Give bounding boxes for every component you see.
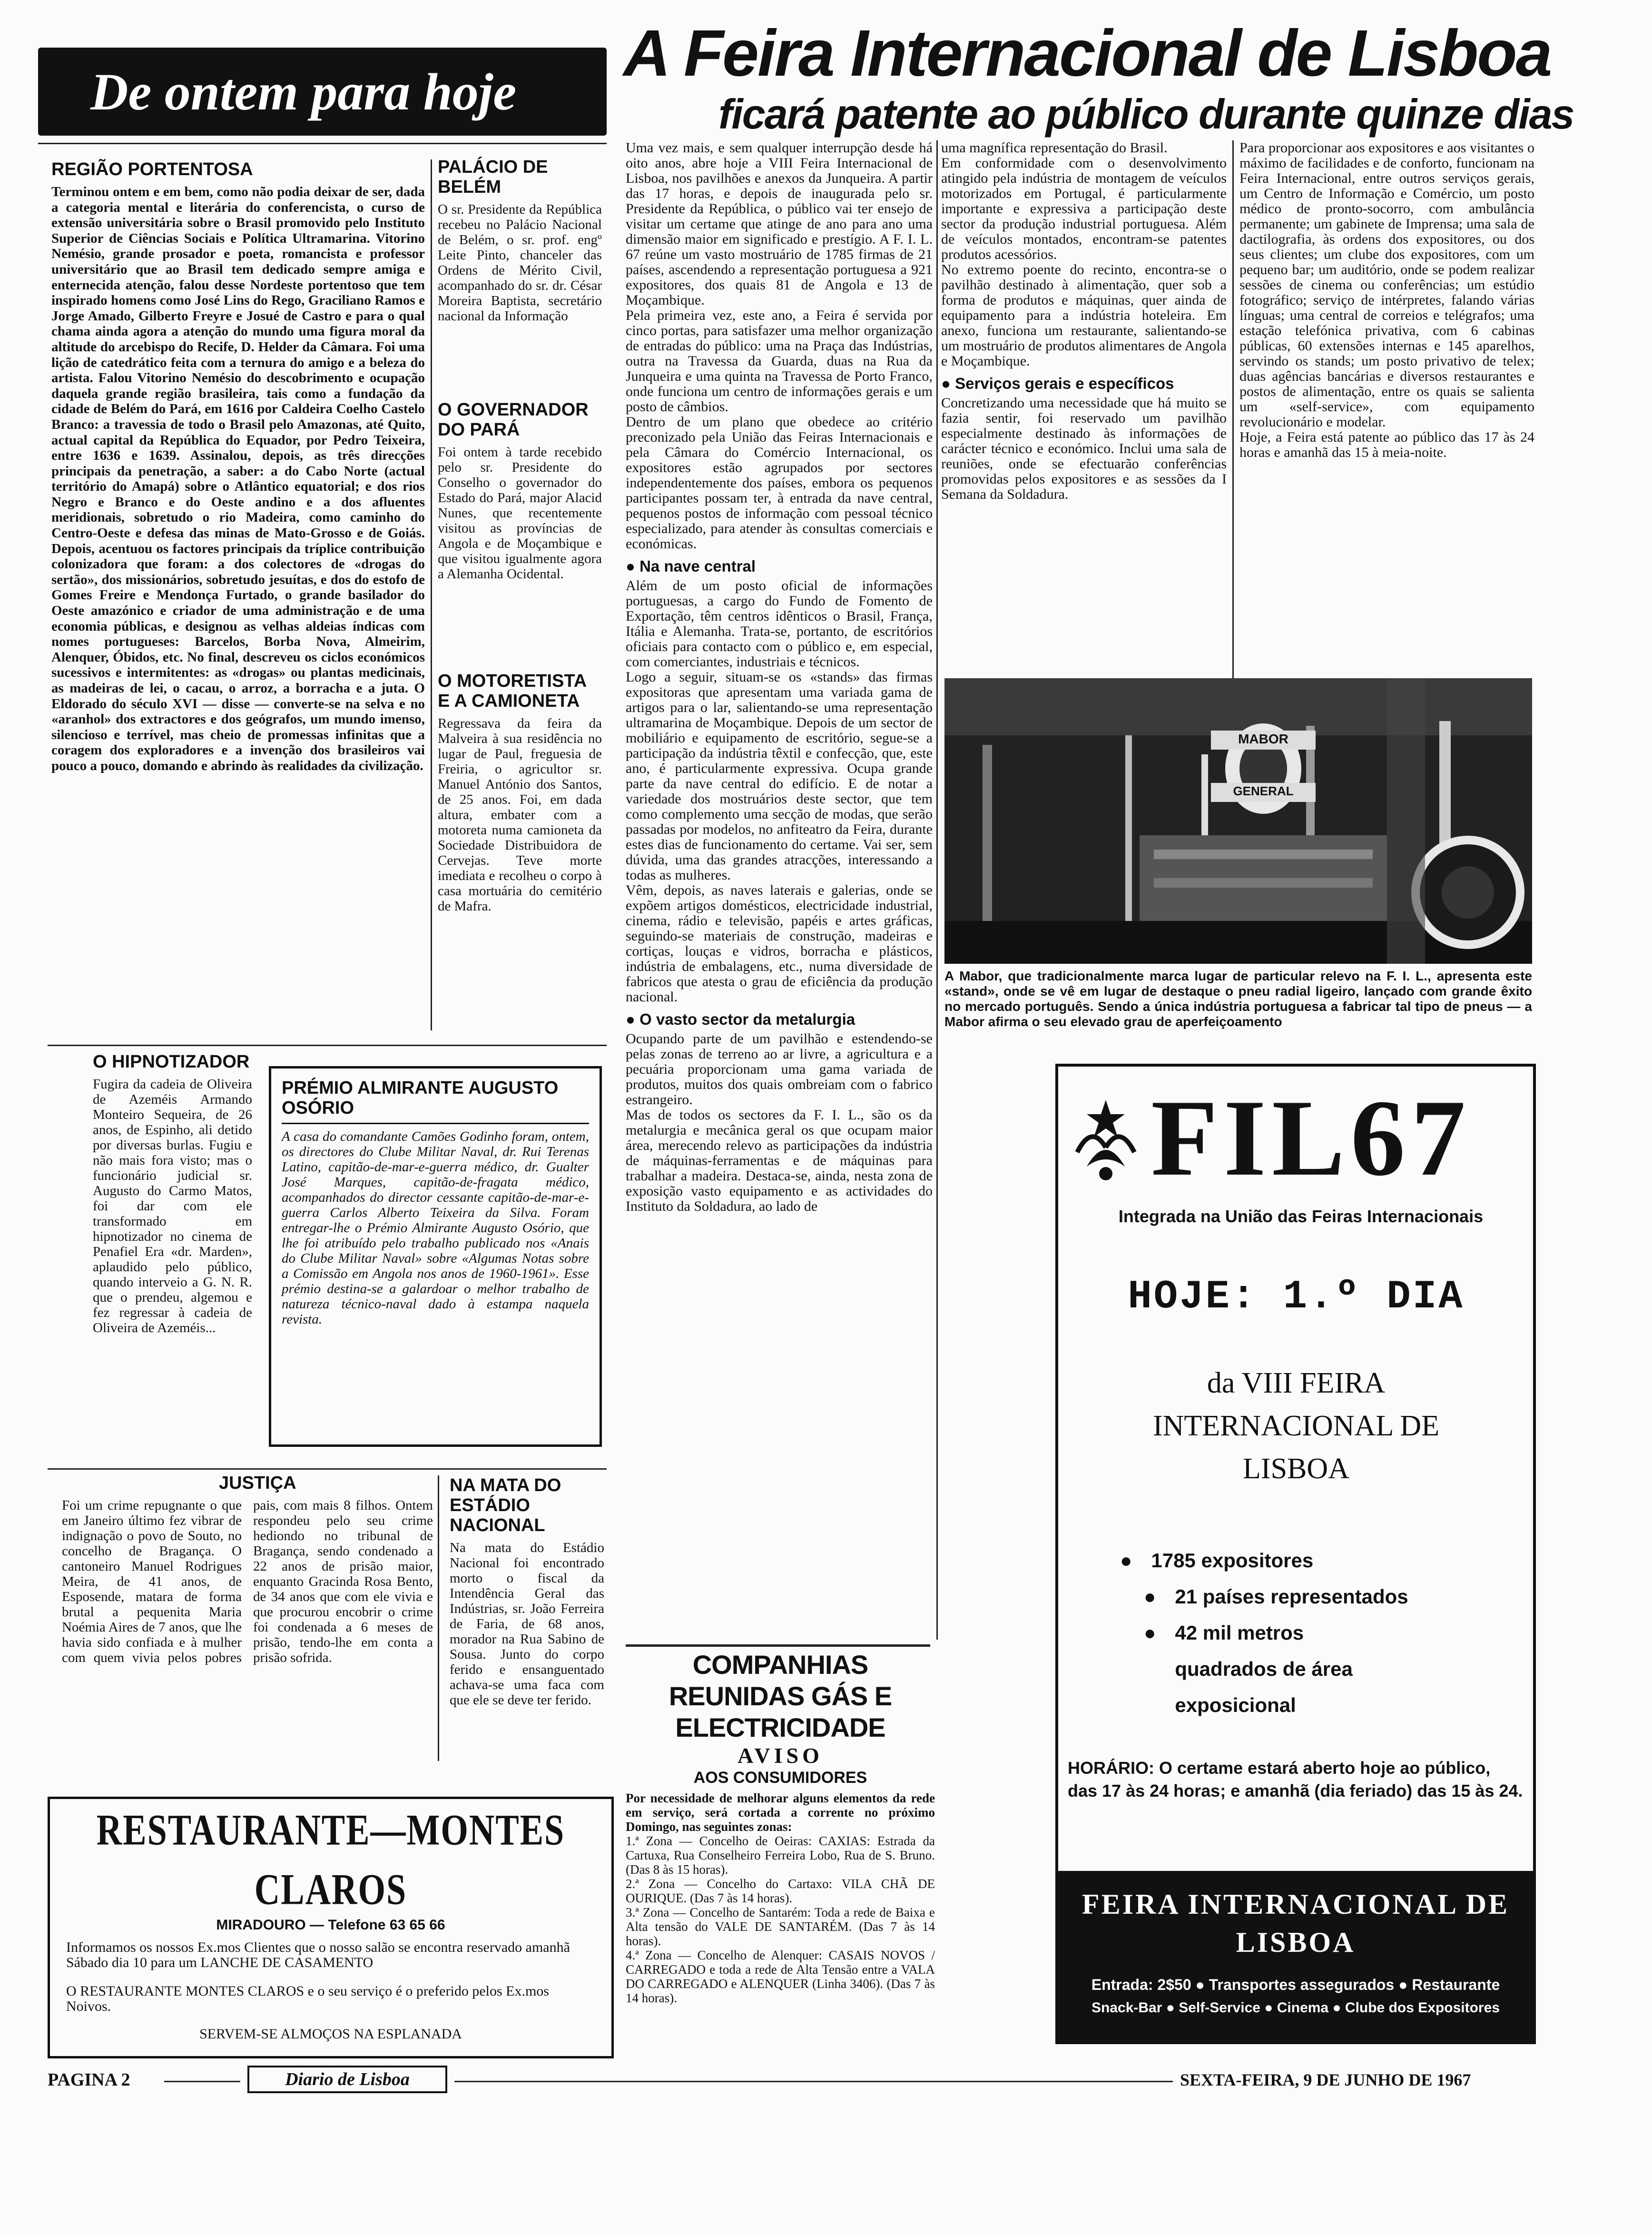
section-rule bbox=[48, 1468, 607, 1470]
restaurante-text2: O RESTAURANTE MONTES CLAROS e o seu serviço é o preferido pelos Ex.mos Noivos. bbox=[66, 1983, 549, 2014]
footer-rule bbox=[164, 2081, 240, 2082]
photo-caption: A Mabor, que tradicionalmente marca lugar de particular relevo na F. I. L., apresenta este «stand», onde se vê em lugar de destaque o pneu radial ligeiro, lançado com grande êxito no mercado português. Sendo a única indústria portuguesa a fabricar tal tipo de pneus — a Mabor afirma o seu elevado grau de aperfeiçoamento bbox=[944, 969, 1532, 1029]
companhias-aviso: AVISO bbox=[738, 1743, 823, 1768]
column-banner-title: De ontem para hoje bbox=[90, 66, 607, 118]
footer-masthead: Diario de Lisboa bbox=[247, 2066, 447, 2093]
fil-bullet: ● 21 países representados bbox=[1120, 1579, 1491, 1615]
companhias-zones: 1.ª Zona — Concelho de Oeiras: CAXIAS: Estrada da Cartuxa, Rua Conselheiro Ferreira Lobo, Rua de S. Bruno. (Das 8 às 15 horas). 2.ª Zona — Concelho do Cartaxo: VILA CHÃ DE OURIQUE. (Das 7 às 14 horas). 3.ª Zona — Concelho de Santarém: Toda a rede de Baixa e Alta tensão do VALE DE SANTARÉM. (Das 7 às 14 horas). 4.ª Zona — Concelho de Alenquer: CASAIS NOVOS / CARREGADO e toda a rede de Alta Tensão entre a VALA DO CARREGADO e ALENQUER (Linha 3406). (Das 7 às 14 horas). bbox=[626, 1834, 935, 2005]
feira-title: A Feira Internacional de Lisboa bbox=[623, 17, 1551, 90]
feira-col2b-text: Concretizando uma necessidade que há muito se fazia sentir, foi reservado um pavilhão especialmente destinado às informações de carácter técnico e económico. Inclui uma sala de reuniões, onde se efectuarão conferências promovidas pelos expositores e as sessões da I Semana da Soldadura. bbox=[941, 395, 1227, 502]
motoretista-title: O MOTORETISTA E A CAMIONETA bbox=[438, 671, 586, 711]
restaurante-address: MIRADOURO — Telefone 63 65 66 bbox=[216, 1917, 445, 1933]
feira-col1b-text: Além de um posto oficial de informações portuguesas, a cargo do Fundo de Fomento de Exportação, têm centros idênticos o Brasil, França, Itália e Alemanha. Trata-se, portanto, de escritórios oficiais para contacto com o público e, em especial, com comerciantes, industriais e técnicos. Logo a seguir, situam-se os «stands» das firmas expositoras que apresentam uma variada gama de artigos para o lar, salientando-se uma representação ultramarina de Moçambique. Depois de um sector de mobiliário e equipamento de escritório, segue-se a participação da indústria têxtil e confecção, que, este ano, é particularmente expressiva. Ocupa grande parte da nave central do edifício. E de notar a variedade dos mostruários deste sector, que tem como complemento uma secção de modas, que serão passadas por modelos, no anfiteatro da Feira, durante estes dias de funcionamento do certame. Vai ser, sem dúvida, uma das grandes atracções, interessando a todas as mulheres. Vêm, depois, as naves laterais e galerias, onde se expõem artigos domésticos, electricidade industrial, cinema, rádio e televisão, papéis e artes gráficas, seguindo-se materiais de construção, madeiras e cortiças, louças e vidros, borracha e plásticos, indústria de embalagens, etc., numa diversidade de fabricos que atesta o grau de eficiência da produção nacional. bbox=[626, 578, 933, 1005]
restaurante-ad bbox=[48, 1797, 614, 2058]
column-rule bbox=[431, 159, 432, 1030]
premio-title: PRÉMIO ALMIRANTE AUGUSTO OSÓRIO bbox=[282, 1078, 589, 1124]
fil-logo-emblem bbox=[1068, 1095, 1144, 1186]
motoretista-text: Regressava da feira da Malveira à sua residência no lugar de Paul, freguesia de Freiria, o agricultor sr. Manuel António dos Santos, de 25 anos. Foi, em dada altura, embater com a motoreta numa camioneta da Sociedade Distribuidora de Cervejas. Teve morte imediata e recolheu o corpo à casa mortuária do cemitério de Mafra. bbox=[438, 716, 602, 914]
regiao-title: REGIÃO PORTENTOSA bbox=[51, 159, 253, 179]
fil-logo: FIL67 bbox=[1151, 1077, 1472, 1198]
feira-col2 bbox=[941, 140, 1227, 678]
companhias-aviso-sub: AOS CONSUMIDORES bbox=[693, 1769, 867, 1787]
fil-footer-title: FEIRA INTERNACIONAL DE LISBOA bbox=[1082, 1889, 1510, 1958]
premio-box bbox=[269, 1066, 602, 1447]
mata-title: NA MATA DO ESTÁDIO NACIONAL bbox=[450, 1475, 561, 1535]
palacio-article bbox=[438, 157, 602, 400]
feira-col2-text: uma magnífica representação do Brasil. Em conformidade com o desenvolvimento atingido pela indústria de montagem de veículos motorizados em Portugal, é particularmente importante e expressiva a participação deste sector da produção industrial portuguesa. Além de veículos montados, encontram-se patentes produtos acessórios. No extremo poente do recinto, encontra-se o pavilhão destinado à alimentação, quer sob a forma de produtos e máquinas, quer ainda de equipamento para a indústria hoteleira. Em anexo, funciona um restaurante, salientando-se um mostruário de produtos alimentares de Angola e Moçambique. bbox=[941, 140, 1227, 369]
fil-bullets bbox=[1120, 1543, 1491, 1716]
palacio-title: PALÁCIO DE BELÉM bbox=[438, 157, 548, 197]
footer-rule bbox=[454, 2081, 1173, 2082]
fil-bullet-text: 1785 expositores bbox=[1151, 1549, 1314, 1572]
fil-footer-line1: Entrada: 2$50 ● Transportes assegurados ● Restaurante bbox=[1091, 1976, 1500, 1993]
restaurante-title: RESTAURANTE—MONTES CLAROS bbox=[96, 1806, 565, 1914]
footer-page: PAGINA 2 bbox=[48, 2070, 130, 2090]
feira-subtitle: ficará patente ao público durante quinze dias bbox=[718, 90, 1574, 138]
mabor-stand-photo bbox=[944, 678, 1532, 964]
mata-text: Na mata do Estádio Nacional foi encontrado morto o fiscal da Intendência Geral das Indústrias, sr. João Ferreira de Faria, de 68 anos, morador na Rua Sabino de Sousa. Junto do corpo ferido e ensanguentado achava-se uma faca com que ele se deve ter ferido. bbox=[450, 1540, 604, 1708]
feira-col1-text: Uma vez mais, e sem qualquer interrupção desde há oito anos, abre hoje a VIII Feira Internacional de Lisboa, nos pavilhões e anexos da Junqueira. A partir das 17 horas, e depois de inaugurada pelo sr. Presidente da República, o público vai ter ensejo de visitar um certame que atinge de ano para ano uma dimensão maior em significado e prestígio. A F. I. L. 67 reúne um vasto mostruário de 1785 firmas de 21 países, ascendendo a representação portuguesa a 921 expositores, dos quais 81 de Angola e 13 de Moçambique. Pela primeira vez, este ano, a Feira é servida por cinco portas, para satisfazer uma melhor organização de entradas do público: uma na Praça das Indústrias, outra na Travessa da Guarda, duas na Rua da Junqueira e uma quinta na Travessa de Porto Franco, onde funciona um centro de informações gerais e um posto de câmbios. Dentro de um plano que obedece ao critério preconizado pela União das Feiras Internacionais e pela Câmara do Comércio Internacional, os expositores estão agrupados por sectores independentemente dos países, embora os pequenos participantes possam ter, à entrada da nave central, pequenos postos de informação com pessoal técnico especializado, para atender às consultas comerciais e económicas. bbox=[626, 140, 933, 552]
regiao-text: Terminou ontem e em bem, como não podia deixar de ser, dada a categoria mental e literária do conferencista, o curso de extensão universitária sobre o Brasil promovido pelo Instituto Superior de Ciências Sociais e Política Ultramarina. Vitorino Nemésio, grande prosador e poeta, romancista e professor universitário que ao Brasil tem dedicado sempre amiga e enternecida atenção, falou desse Nordeste portentoso que tem inspirado homens como José Lins do Rego, Graciliano Ramos e Jorge Amado, Gilberto Freyre e Josué de Castro e para o qual chama ainda agora a atenção do mundo uma figura moral da altitude do arcebispo do Recife, D. Helder da Câmara. Foi uma lição de catedrático feita com a ternura do amigo e a beleza do artista. Falou Vitorino Nemésio do descobrimento e ocupação daquela grande região brasileira, tais como a fundação da cidade de Belém do Pará, em 1616 por Caldeira Coelho Castelo Branco: a travessia de todo o Brasil pelo Amazonas, até Quito, actual capital da República do Equador, por Pedro Teixeira, entre 1636 e 1639. Assinalou, depois, as três direcções principais da penetração, a saber: a do Cabo Norte (actual território do Amapá) sobre o Atlântico equatorial; e dos rios Negro e Branco e do Oeste andino e a dos afluentes meridionais, sobretudo o rio Madeira, como caminho do Centro-Oeste e defesa das minas de Mato-Grosso e de Goiás. Depois, acentuou os factores principais da tríplice contribuição colonizadora que foram: a dos colectores de «drogas do sertão», dos missionários, sobretudo jesuítas, e dos do estofo de Gomes Freire e Mendonça Furtado, o grande basilador do Oeste amazónico e criador de uma administração e de uma economia públicas, e designou as velhas aldeias índicas com nomes portugueses: Barcelos, Borba Nova, Almeirim, Alenquer, Óbidos, etc. No final, descreveu os ciclos económicos sucessivos e intermitentes: as «drogas» ou plantas medicinais, as madeiras de lei, o cacau, o arroz, a borracha e a juta. O Eldorado do século XVI — disse — converte-se na selva e no «aranhol» dos extractores e dos geógrafos, um mundo imenso, silencioso e terrível, mas cheio de promessas infinitas que a coragem dos exploradores e a invenção dos brasileiros vai pouco a pouco, domando e abrindo às realidades da civilização. bbox=[51, 184, 425, 773]
fil-hoje: HOJE: 1.º DIA bbox=[1128, 1275, 1465, 1320]
governador-text: Foi ontem à tarde recebido pelo sr. Presidente do Conselho o governador do Estado do Pará, major Alacid Nunes, que recentemente visitou as províncias de Angola e de Moçambique e que visitou igualmente agora a Alemanha Ocidental. bbox=[438, 445, 602, 582]
servicos-subhead: ● Serviços gerais e específicos bbox=[941, 375, 1174, 392]
regiao-article bbox=[51, 159, 425, 1035]
fil-horario-text: O certame estará aberto hoje ao público, das 17 às 24 horas; e amanhã (dia feriado) das 15 às 24. bbox=[1068, 1758, 1523, 1800]
hipnotizador-text: Fugira da cadeia de Oliveira de Azeméis Armando Monteiro Sequeira, de 26 anos, de Espinho, ali detido por diversas burlas. Fugiu e não mais fora visto; mas o funcionário judicial sr. Augusto do Carmo Matos, foi dar com ele transformado em hipnotizador no cinema de Penafiel Era «dr. Marden», aplaudido pelo público, quando interveio a G. N. R. que o prendeu, algemou e fez regressar à cadeia de Oliveira de Azeméis... bbox=[93, 1077, 252, 1335]
governador-title: O GOVERNADOR DO PARÁ bbox=[438, 400, 589, 440]
photo-sign-general: GENERAL bbox=[1233, 784, 1294, 798]
companhias-ad bbox=[626, 1649, 935, 2068]
column-rule bbox=[936, 140, 938, 1640]
governador-article bbox=[438, 400, 602, 671]
hipnotizador-title: O HIPNOTIZADOR bbox=[93, 1052, 250, 1072]
section-rule bbox=[626, 1644, 930, 1647]
restaurante-text1: Informamos os nossos Ex.mos Clientes que o nosso salão se encontra reservado amanhã Sábado dia 10 para um LANCHE DE CASAMENTO bbox=[66, 1939, 570, 1970]
fil-bullet: ● 1785 expositores bbox=[1120, 1543, 1491, 1579]
section-rule bbox=[48, 1045, 607, 1046]
fil-da: da VIII FEIRA INTERNACIONAL DE LISBOA bbox=[1152, 1367, 1440, 1485]
fil-horario bbox=[1068, 1757, 1524, 1852]
nave-subhead: ● Na nave central bbox=[626, 557, 756, 575]
justica-text: Foi um crime repugnante o que em Janeiro último fez vibrar de indignação o povo de Souto, no concelho de Bragança. O cantoneiro Manuel Rodrigues Meira, de 41 anos, de Esposende, matara de forma brutal a pequenita Maria Noémia Aires de 7 anos, que lhe havia sido confiada e à mulher com quem vivia pelos pobres pais, com mais 8 filhos. Ontem respondeu pelo seu crime hediondo no tribunal de Bragança, sendo condenado a 22 anos de prisão maior, enquanto Gracinda Rosa Bento, de 34 anos que com ele vivia e que procurou encobrir o crime foi condenada a 6 meses de prisão, tendo-lhe em conta a prisão sofrida. bbox=[62, 1498, 433, 1665]
photo-sign-mabor: MABOR bbox=[1238, 732, 1288, 746]
feira-col3 bbox=[1239, 140, 1534, 678]
fil-ad bbox=[1055, 1064, 1536, 2044]
feira-col1 bbox=[626, 140, 933, 1644]
fil-bullet: ● 42 mil metros quadrados de área exposicional bbox=[1120, 1615, 1491, 1723]
mabor-stand-illustration bbox=[944, 678, 1532, 964]
feira-col1c-text: Ocupando parte de um pavilhão e estendendo-se pelas zonas de terreno ao ar livre, a agricultura e a pecuária proporcionam uma gama variada de produtos, muitos dos quais ombreiam com o fabrico estrangeiro. Mas de todos os sectores da F. I. L., são os da metalurgia e mecânica geral os que ocupam maior área, merecendo relevo as participações da indústria de máquinas-ferramentas e de máquinas para trabalhar a madeira. Destaca-se, ainda, nesta zona de exposição vasto equipamento e as actividades do Instituto da Soldadura, ao lado de bbox=[626, 1031, 933, 1214]
column-rule bbox=[438, 1475, 439, 1761]
footer-date: SEXTA-FEIRA, 9 DE JUNHO DE 1967 bbox=[1180, 2070, 1471, 2089]
justica-title: JUSTIÇA bbox=[219, 1473, 296, 1493]
fil-footer-band bbox=[1058, 1871, 1533, 2042]
metal-subhead: ● O vasto sector da metalurgia bbox=[626, 1010, 856, 1028]
feira-col3-text: Para proporcionar aos expositores e aos visitantes o máximo de facilidades e de conforto, funcionam na Feira Internacional, entre outros serviços gerais, um Centro de Informação e Comércio, um posto médico de pronto-socorro, com ambulância permanente; um gabinete de Imprensa; uma sala de dactilografia, às ordens dos expositores, ou dos seus clientes; um clube dos expositores, com um pequeno bar; um auditório, onde se podem realizar sessões de cinema ou conferências; um estúdio fotográfico; serviço de intérpretes, falando várias línguas; uma central de correios e telégrafos; uma estação telefónica privativa, com 6 cabinas públicas, 60 extensões internas e 145 aparelhos, servindo os stands; um posto privativo de telex; duas agências bancárias e diversos restaurantes e postos de alimentação, entre os quais se salienta um «self-service», com equipamento revolucionário e modelar. Hoje, a Feira está patente ao público das 17 às 24 horas e amanhã das 15 à meia-noite. bbox=[1239, 140, 1534, 460]
mata-article bbox=[450, 1475, 604, 1761]
hipnotizador-article bbox=[93, 1052, 252, 1466]
banner-rule bbox=[38, 143, 607, 144]
premio-text: A casa do comandante Camões Godinho foram, ontem, os directores do Clube Militar Naval, dr. Rui Terenas Latino, capitão-de-mar-e-guerra médico, dr. Gualter José Marques, capitão-de-fragata médico, acompanhados do director cessante capitão-de-mar-e-guerra Carlos Alberto Teixeira da Silva. Foram entregar-lhe o Prémio Almirante Augusto Osório, que lhe foi atribuído pelo trabalho publicado nos «Anais do Clube Militar Naval» sobre «Algumas Notas sobre a Comissão em Angola nos anos de 1960-1961». Esse prémio destina-se a galardoar o melhor trabalho de natureza técnico-naval dado à estampa naquela revista. bbox=[282, 1129, 589, 1327]
fil-integrada: Integrada na União das Feiras Internacionais bbox=[1118, 1207, 1484, 1226]
motoretista-article bbox=[438, 671, 602, 1038]
justica-article bbox=[62, 1473, 433, 1759]
fil-footer-line2: Snack-Bar ● Self-Service ● Cinema ● Clube dos Expositores bbox=[1092, 2000, 1500, 2016]
fil-bullet-text: 21 países representados bbox=[1175, 1585, 1408, 1608]
companhias-intro: Por necessidade de melhorar alguns elementos da rede em serviço, será cortada a corrente no próximo Domingo, nas seguintes zonas: bbox=[626, 1791, 935, 1834]
column-rule bbox=[1232, 140, 1234, 678]
column-banner bbox=[38, 48, 607, 136]
companhias-title: COMPANHIAS REUNIDAS GÁS E ELECTRICIDADE bbox=[669, 1650, 892, 1742]
palacio-text: O sr. Presidente da República recebeu no Palácio Nacional de Belém, o sr. prof. engº Leite Pinto, chanceler das Ordens de Mérito Civil, acompanhado do sr. dr. César Moreira Baptista, secretário nacional da Informação bbox=[438, 202, 602, 324]
fil-bullet-text: 42 mil metros quadrados de área exposicional bbox=[1175, 1622, 1353, 1716]
restaurante-text3: SERVEM-SE ALMOÇOS NA ESPLANADA bbox=[199, 2026, 462, 2042]
fil-horario-label: HORÁRIO: bbox=[1068, 1758, 1154, 1778]
